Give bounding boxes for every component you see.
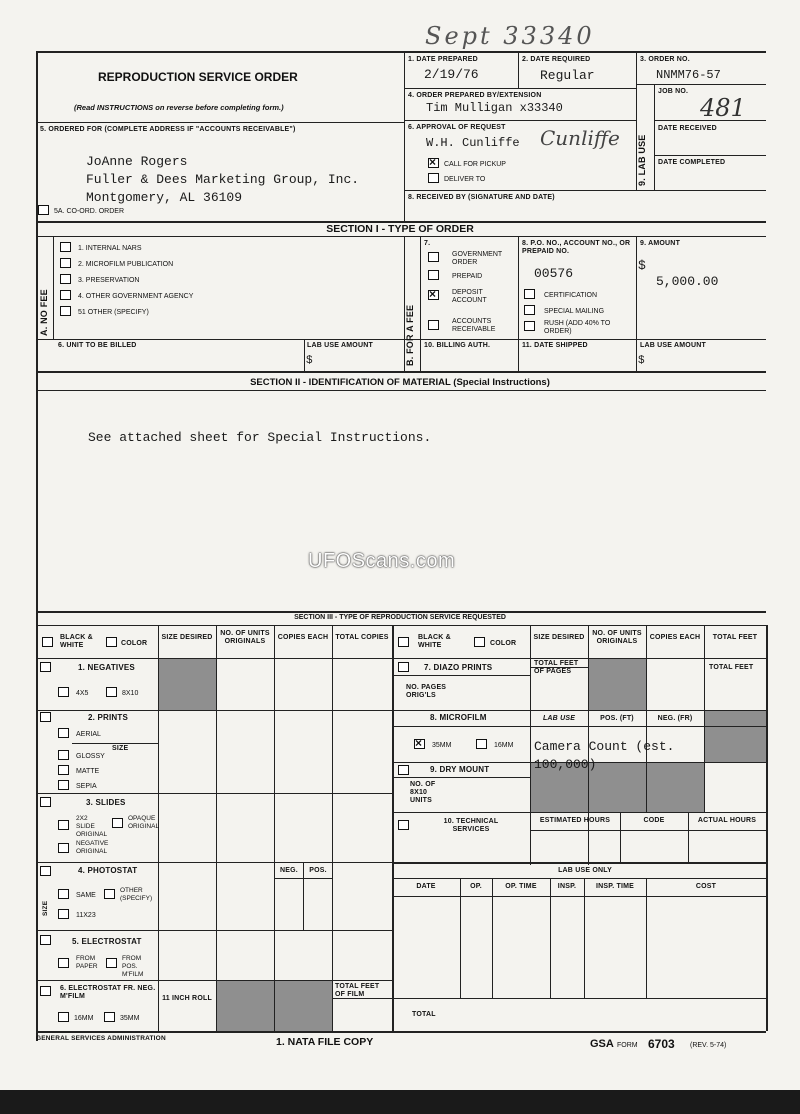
neg-8x10-label: 8X10: [122, 690, 139, 697]
bw-checkbox-left[interactable]: [42, 637, 53, 647]
total-feet-pages-label: TOTAL FEET OF PAGES: [534, 660, 579, 675]
mm35-label: 35MM: [120, 1015, 140, 1022]
ordered-for-label: 5. ORDERED FOR (COMPLETE ADDRESS IF "ACCOUNTS RECEIVABLE"): [40, 126, 296, 133]
prepaid-label: PREPAID: [452, 273, 483, 280]
gov-order-label: GOVERNMENT ORDER: [452, 251, 503, 266]
opaque-checkbox[interactable]: [112, 818, 123, 828]
neg-4x5-checkbox[interactable]: [58, 687, 69, 697]
negatives-label: 1. NEGATIVES: [78, 663, 135, 672]
copies-each-header-right: COPIES EACH: [649, 634, 701, 641]
from-paper-checkbox[interactable]: [58, 958, 69, 968]
po-label: 8. P.O. NO., ACCOUNT NO., OR PREPAID NO.: [522, 240, 631, 255]
certification-label: CERTIFICATION: [544, 292, 598, 299]
mf16-label: 16MM: [494, 742, 514, 749]
top-annotation: Sept 33340: [425, 22, 595, 50]
microfilm-lab-use: LAB USE: [542, 715, 576, 722]
color-checkbox-left[interactable]: [106, 637, 117, 647]
other-specify-checkbox[interactable]: [60, 306, 71, 316]
photostat-label: 4. PHOTOSTAT: [78, 866, 138, 875]
microfilm-pub-checkbox[interactable]: [60, 258, 71, 268]
total-feet-header-right: TOTAL FEET: [712, 634, 758, 641]
slide-2x2-checkbox[interactable]: [58, 820, 69, 830]
order-no-label: 3. ORDER NO.: [640, 56, 690, 63]
internal-nars-checkbox[interactable]: [60, 242, 71, 252]
unit-billed-label: 6. UNIT TO BE BILLED: [58, 342, 137, 349]
matte-label: MATTE: [76, 768, 100, 775]
bw-label-left: BLACK & WHITE: [60, 634, 93, 649]
color-label-right: COLOR: [490, 640, 517, 647]
est-hours-header: ESTIMATED HOURS: [539, 817, 611, 824]
no-pages-label: NO. PAGES ORIG'LS: [406, 684, 447, 699]
other-gov-label: 4. OTHER GOVERNMENT AGENCY: [78, 293, 194, 300]
approval-signature: Cunliffe: [540, 126, 620, 150]
total-feet-film-label: TOTAL FEET OF FILM: [335, 983, 380, 998]
section2-title: SECTION II - IDENTIFICATION OF MATERIAL (Special Instructions): [250, 377, 550, 388]
for-fee-vertical: B. FOR A FEE: [405, 304, 415, 366]
dry-mount-label: 9. DRY MOUNT: [430, 765, 490, 774]
glossy-label: GLOSSY: [76, 753, 105, 760]
opaque-label: OPAQUE ORIGINAL: [128, 815, 160, 830]
ordered-for-line2[interactable]: Fuller & Dees Marketing Group, Inc.: [86, 172, 360, 187]
special-mailing-label: SPECIAL MAILING: [544, 308, 605, 315]
footer-gsa-admin: GENERAL SERVICES ADMINISTRATION: [36, 1035, 166, 1042]
preservation-checkbox[interactable]: [60, 274, 71, 284]
microfilm-pub-label: 2. MICROFILM PUBLICATION: [78, 261, 174, 268]
approval-label: 6. APPROVAL OF REQUEST: [408, 124, 506, 131]
lab-col-insp: INSP.: [557, 883, 577, 890]
camera-count-value[interactable]: Camera Count (est. 100,000): [534, 739, 675, 772]
bw-label-right: BLACK & WHITE: [418, 634, 451, 649]
rush-label: RUSH (ADD 40% TO ORDER): [544, 320, 611, 335]
ordered-for-line1[interactable]: JoAnne Rogers: [86, 154, 188, 169]
technical-checkbox[interactable]: [398, 820, 409, 830]
electrostat-checkbox[interactable]: [40, 935, 51, 945]
deposit-account-label: DEPOSIT ACCOUNT: [452, 289, 487, 304]
lab-col-insp-time: INSP. TIME: [595, 883, 635, 890]
deposit-account-checkbox[interactable]: ×: [428, 290, 439, 300]
lab-use-amount-label-2: LAB USE AMOUNT: [640, 342, 706, 349]
electrostat-label: 5. ELECTROSTAT: [72, 937, 142, 946]
approval-value[interactable]: W.H. Cunliffe: [426, 136, 520, 150]
color-checkbox-right[interactable]: [474, 637, 485, 647]
glossy-checkbox[interactable]: [58, 750, 69, 760]
date-prepared-value[interactable]: 2/19/76: [424, 67, 479, 82]
matte-checkbox[interactable]: [58, 765, 69, 775]
deliver-checkbox[interactable]: [428, 173, 439, 183]
date-shipped-label: 11. DATE SHIPPED: [522, 342, 588, 349]
total-copies-header-left: TOTAL COPIES: [335, 634, 389, 641]
mf16-checkbox[interactable]: [476, 739, 487, 749]
amount-dollar: $: [638, 258, 646, 273]
section1-title: SECTION I - TYPE OF ORDER: [326, 223, 474, 235]
slide-2x2-label: 2X2 SLIDE ORIGINAL: [76, 815, 108, 838]
sepia-checkbox[interactable]: [58, 780, 69, 790]
mm16-label: 16MM: [74, 1015, 94, 1022]
negatives-checkbox[interactable]: [40, 662, 51, 672]
mm16-checkbox[interactable]: [58, 1012, 69, 1022]
diazo-label: 7. DIAZO PRINTS: [424, 663, 493, 672]
other-size-label: OTHER (SPECIFY): [120, 887, 153, 902]
other-gov-checkbox[interactable]: [60, 290, 71, 300]
preservation-label: 3. PRESERVATION: [78, 277, 140, 284]
from-paper-label: FROM PAPER: [76, 955, 98, 970]
accounts-receivable-checkbox[interactable]: [428, 320, 439, 330]
pickup-label: CALL FOR PICKUP: [444, 161, 506, 168]
slides-label: 3. SLIDES: [86, 798, 126, 807]
job-no-label: JOB NO.: [658, 88, 689, 95]
date-completed-label: DATE COMPLETED: [658, 159, 726, 166]
lab-use-vertical: 9. LAB USE: [637, 134, 647, 186]
footer-gsa: GSA: [590, 1038, 614, 1050]
negative-original-checkbox[interactable]: [58, 843, 69, 853]
date-received-label: DATE RECEIVED: [658, 125, 717, 132]
electrostat6-label: 6. ELECTROSTAT FR. NEG. M'FILM: [60, 985, 156, 1000]
co-ord-order-checkbox[interactable]: [38, 205, 49, 215]
mm35-checkbox[interactable]: [104, 1012, 115, 1022]
pos-ft-header: POS. (FT): [600, 715, 634, 722]
size-desired-header-right: SIZE DESIRED: [533, 634, 585, 641]
dollar-2: $: [638, 355, 645, 367]
photostat-checkbox[interactable]: [40, 866, 51, 876]
watermark: UFOScans.com: [308, 550, 456, 572]
slides-checkbox[interactable]: [40, 797, 51, 807]
gov-order-checkbox[interactable]: [428, 252, 439, 262]
technical-label: 10. TECHNICAL SERVICES: [443, 818, 499, 833]
size-11x23-label: 11X23: [76, 912, 96, 919]
size-desired-header-left: SIZE DESIRED: [161, 634, 213, 641]
co-ord-order-label: 5A. CO-ORD. ORDER: [54, 208, 125, 215]
color-label-left: COLOR: [121, 640, 148, 647]
from-pos-checkbox[interactable]: [106, 958, 117, 968]
prepared-by-label: 4. ORDER PREPARED BY/EXTENSION: [408, 92, 542, 99]
neg-4x5-label: 4X5: [76, 690, 89, 697]
sepia-label: SEPIA: [76, 783, 97, 790]
prepared-by-value[interactable]: Tim Mulligan x33340: [426, 101, 563, 115]
ordered-for-line3[interactable]: Montgomery, AL 36109: [86, 190, 243, 205]
from-pos-label: FROM POS. M'FILM: [122, 955, 144, 978]
lab-col-op-time: OP. TIME: [505, 883, 537, 890]
lab-col-date: DATE: [416, 883, 436, 890]
no-fee-vertical: A. NO FEE: [39, 289, 49, 336]
rush-checkbox[interactable]: [524, 321, 535, 331]
microfilm-label: 8. MICROFILM: [430, 713, 487, 722]
other-specify-label: 51 OTHER (SPECIFY): [78, 309, 149, 316]
aerial-label: AERIAL: [76, 731, 101, 738]
date-prepared-label: 1. DATE PREPARED: [408, 56, 478, 63]
photostat-neg-header: NEG.: [280, 867, 298, 874]
units-originals-header-left: NO. OF UNITS ORIGINALS: [220, 630, 270, 645]
mf35-label: 35MM: [432, 742, 452, 749]
bw-checkbox-right[interactable]: [398, 637, 409, 647]
photostat-size-vertical: SIZE: [42, 900, 49, 916]
diazo-checkbox[interactable]: [398, 662, 409, 672]
lab-use-only-header: LAB USE ONLY: [558, 867, 612, 874]
pickup-checkbox[interactable]: ×: [428, 158, 439, 168]
footer-rev: (REV. 5-74): [690, 1042, 727, 1049]
electrostat6-checkbox[interactable]: [40, 986, 51, 996]
order-no-value[interactable]: NNMM76-57: [656, 68, 721, 82]
total-feet-label-2: TOTAL FEET: [709, 664, 754, 671]
special-instructions-text[interactable]: See attached sheet for Special Instructions.: [88, 430, 432, 445]
dollar-1: $: [306, 355, 313, 367]
size-11x23-checkbox[interactable]: [58, 909, 69, 919]
same-checkbox[interactable]: [58, 889, 69, 899]
prints-size-label: SIZE: [112, 745, 129, 752]
photostat-pos-header: POS.: [309, 867, 327, 874]
po-value[interactable]: 00576: [534, 266, 574, 281]
prepaid-checkbox[interactable]: [428, 270, 439, 280]
date-required-value[interactable]: Regular: [540, 68, 595, 83]
scan-bottom-edge: [0, 1090, 800, 1114]
dry-mount-checkbox[interactable]: [398, 765, 409, 775]
job-no-value[interactable]: 481: [700, 94, 746, 122]
accounts-receivable-label: ACCOUNTS RECEIVABLE: [452, 318, 496, 333]
footer-form: FORM: [617, 1042, 638, 1049]
prints-checkbox[interactable]: [40, 712, 51, 722]
amount-value[interactable]: 5,000.00: [656, 274, 719, 289]
footer-file-copy: 1. NATA FILE COPY: [276, 1036, 374, 1048]
certification-checkbox[interactable]: [524, 289, 535, 299]
prints-label: 2. PRINTS: [88, 713, 129, 722]
code-header: CODE: [643, 817, 665, 824]
billing-auth-label: 10. BILLING AUTH.: [424, 342, 491, 349]
special-mailing-checkbox[interactable]: [524, 305, 535, 315]
date-required-label: 2. DATE REQUIRED: [522, 56, 591, 63]
units-originals-header-right: NO. OF UNITS ORIGINALS: [592, 630, 642, 645]
same-label: SAME: [76, 892, 96, 899]
lab-use-amount-label-1: LAB USE AMOUNT: [307, 342, 373, 349]
other-size-checkbox[interactable]: [104, 889, 115, 899]
negative-original-label: NEGATIVE ORIGINAL: [76, 840, 109, 855]
item7-label: 7.: [424, 240, 431, 247]
neg-ft-header: NEG. (FR): [657, 715, 693, 722]
deliver-label: DELIVER TO: [444, 176, 486, 183]
total-label: TOTAL: [412, 1011, 436, 1018]
actual-hours-header: ACTUAL HOURS: [697, 817, 757, 824]
lab-col-cost: COST: [695, 883, 717, 890]
form-instructions: (Read INSTRUCTIONS on reverse before completing form.): [74, 103, 284, 112]
neg-8x10-checkbox[interactable]: [106, 687, 117, 697]
section3-title: SECTION III - TYPE OF REPRODUCTION SERVICE REQUESTED: [294, 614, 506, 621]
amount-label: 9. AMOUNT: [640, 240, 681, 247]
copies-each-header-left: COPIES EACH: [277, 634, 329, 641]
form-title: REPRODUCTION SERVICE ORDER: [98, 70, 298, 84]
mf35-checkbox[interactable]: ×: [414, 739, 425, 749]
received-by-label: 8. RECEIVED BY (SIGNATURE AND DATE): [408, 194, 555, 201]
lab-col-op: OP.: [470, 883, 482, 890]
no-8x10-label: NO. OF 8X10 UNITS: [410, 781, 436, 804]
aerial-checkbox[interactable]: [58, 728, 69, 738]
footer-form-no: 6703: [648, 1037, 675, 1051]
roll-label: 11 INCH ROLL: [162, 995, 212, 1002]
internal-nars-label: 1. INTERNAL NARS: [78, 245, 142, 252]
